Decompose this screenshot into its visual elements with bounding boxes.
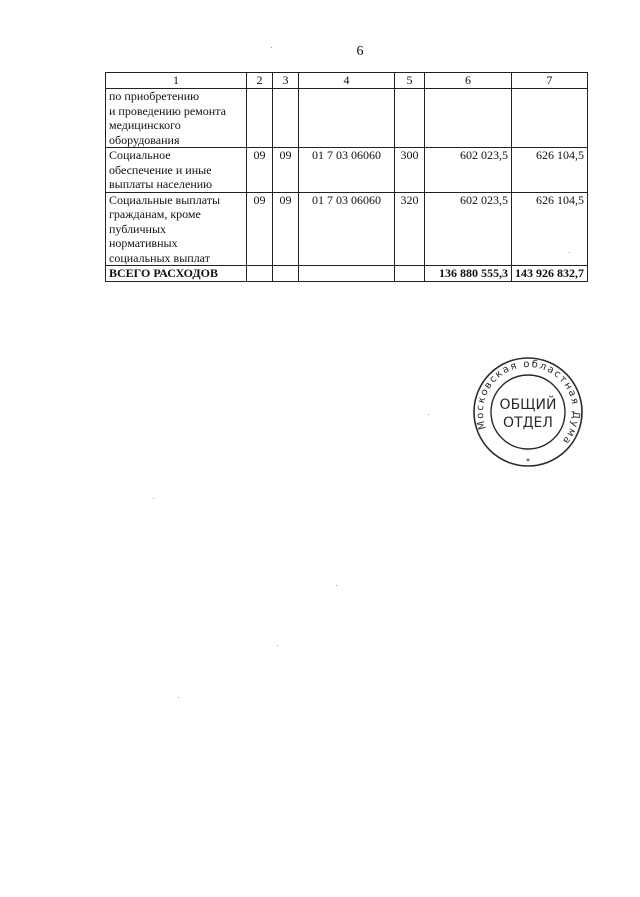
table-row — [106, 192, 588, 266]
stamp-line-2: ОТДЕЛ — [503, 415, 553, 431]
row-label: Социальные выплаты гражданам, кроме публичных нормативных социальных выплат — [106, 192, 247, 266]
target-article-code — [299, 89, 395, 148]
official-stamp — [467, 356, 589, 468]
scan-speck — [277, 645, 278, 646]
target-article-code: 01 7 03 06060 — [299, 192, 395, 266]
scan-speck — [569, 252, 570, 253]
total-year-2: 143 926 832,7 — [512, 266, 588, 282]
page-number: 6 — [356, 44, 364, 59]
column-header: 2 — [247, 73, 273, 89]
scan-speck — [336, 585, 337, 586]
section-code: 09 — [247, 192, 273, 266]
scan-speck — [271, 47, 272, 48]
scan-speck — [178, 697, 179, 698]
stamp-line-1: ОБЩИЙ — [499, 397, 557, 413]
table-cell — [247, 266, 273, 282]
total-label: ВСЕГО РАСХОДОВ — [106, 266, 247, 282]
column-header: 7 — [512, 73, 588, 89]
section-code: 09 — [247, 148, 273, 193]
column-header: 5 — [395, 73, 425, 89]
expense-type-code: 300 — [395, 148, 425, 193]
row-label: Социальное обеспечение и иные выплаты населению — [106, 148, 247, 193]
column-header: 6 — [425, 73, 512, 89]
stamp-star-icon: * — [526, 457, 530, 466]
amount-year-2 — [512, 89, 588, 148]
row-label: по приобретению и проведению ремонта медицинского оборудования — [106, 89, 247, 148]
amount-year-1: 602 023,5 — [425, 148, 512, 193]
total-year-1: 136 880 555,3 — [425, 266, 512, 282]
column-header: 1 — [106, 73, 247, 89]
amount-year-2: 626 104,5 — [512, 148, 588, 193]
amount-year-2: 626 104,5 — [512, 192, 588, 266]
scan-speck — [428, 414, 429, 415]
column-header: 4 — [299, 73, 395, 89]
column-header: 3 — [273, 73, 299, 89]
scan-speck — [153, 498, 154, 499]
table-cell — [299, 266, 395, 282]
expense-type-code — [395, 89, 425, 148]
expenditure-table — [105, 72, 588, 282]
table-cell — [273, 266, 299, 282]
subsection-code: 09 — [273, 148, 299, 193]
subsection-code: 09 — [273, 192, 299, 266]
table-row — [106, 89, 588, 148]
table-row — [106, 148, 588, 193]
expense-type-code: 320 — [395, 192, 425, 266]
section-code — [247, 89, 273, 148]
stamp-ring-text: Московская областная Дума — [474, 358, 582, 448]
subsection-code — [273, 89, 299, 148]
table-cell — [395, 266, 425, 282]
table-header-row — [106, 73, 588, 89]
target-article-code: 01 7 03 06060 — [299, 148, 395, 193]
amount-year-1: 602 023,5 — [425, 192, 512, 266]
amount-year-1 — [425, 89, 512, 148]
total-row — [106, 266, 588, 282]
